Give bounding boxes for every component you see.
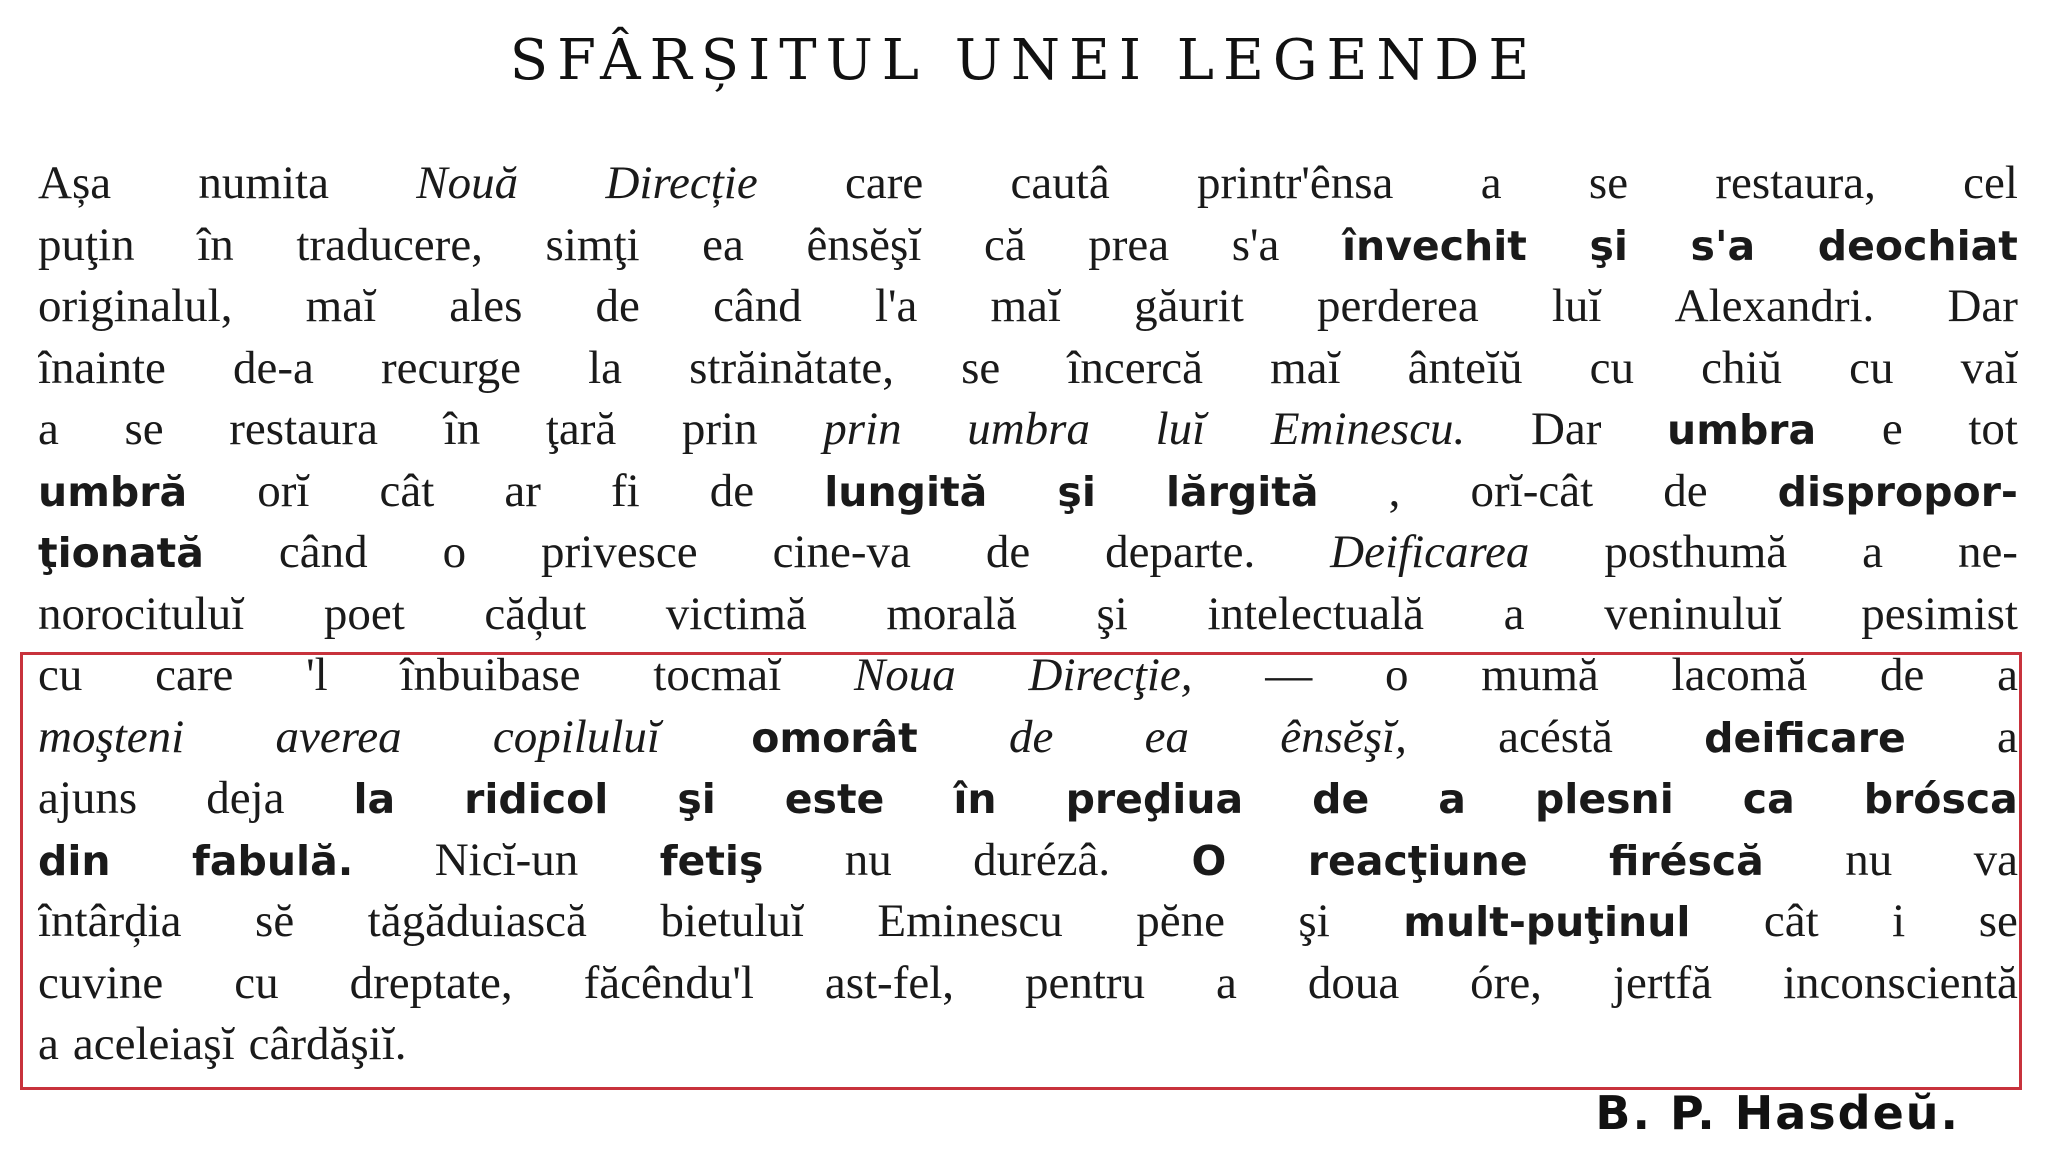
- word: şi: [1096, 588, 1128, 640]
- word: chiŭ: [1701, 342, 1782, 394]
- word: de: [1009, 711, 1054, 763]
- word: şi: [1589, 222, 1628, 270]
- word: brósca: [1863, 775, 2018, 823]
- word: nu: [1845, 834, 1893, 886]
- word: pĕne: [1136, 895, 1225, 947]
- word: acéstă: [1498, 711, 1613, 763]
- word: a: [1997, 711, 2018, 763]
- word: luĭ: [1155, 403, 1206, 455]
- word: de: [985, 526, 1031, 578]
- word: cu: [38, 649, 83, 701]
- word: în: [953, 775, 997, 823]
- article-title: SFÂRȘITUL UNEI LEGENDE: [509, 28, 1539, 93]
- word: printr'ênsa: [1197, 157, 1394, 209]
- word: la: [588, 342, 623, 394]
- word: Eminescu: [877, 895, 1063, 947]
- word: ,: [1388, 465, 1401, 517]
- word: în: [443, 403, 481, 455]
- word: doua: [1307, 957, 1400, 1009]
- highlight-frame: [20, 652, 2022, 1090]
- word: prea: [1088, 219, 1170, 271]
- word: posthumă: [1604, 526, 1788, 578]
- word: se: [124, 403, 164, 455]
- word: deja: [206, 772, 285, 824]
- word: făcêndu'l: [583, 957, 754, 1009]
- word: maĭ: [1270, 342, 1341, 394]
- word: —: [1265, 649, 1313, 701]
- word: şi: [677, 775, 716, 823]
- word: tocmaĭ: [653, 649, 782, 701]
- word: ênsĕşĭ: [806, 219, 922, 271]
- word: tot: [1968, 403, 2018, 455]
- word: de: [709, 465, 755, 517]
- word: străinătate,: [689, 342, 894, 394]
- word: omorât: [751, 714, 918, 762]
- word: dispropor-: [1777, 468, 2018, 516]
- word: restaura,: [1715, 157, 1876, 209]
- word: a: [1503, 588, 1525, 640]
- word: din: [38, 837, 111, 885]
- word: Deificarea: [1330, 526, 1530, 578]
- word: Nicĭ-un: [434, 834, 579, 886]
- word: fi: [610, 465, 640, 517]
- word: când: [713, 280, 802, 332]
- word: Nouă: [416, 157, 519, 209]
- word: durézâ.: [973, 834, 1111, 886]
- word: recurge: [380, 342, 522, 394]
- word: înbuibase: [400, 649, 581, 701]
- word: morală: [886, 588, 1017, 640]
- word: a: [1216, 957, 1237, 1009]
- word: cârdăşiĭ.: [248, 1018, 407, 1070]
- word: se: [1588, 157, 1629, 209]
- word: deochiat: [1817, 222, 2018, 270]
- word: cu: [1589, 342, 1634, 394]
- word: i: [1892, 895, 1906, 947]
- word: ea: [1144, 711, 1189, 763]
- word: fabulă.: [191, 837, 354, 885]
- word: orĭ: [257, 465, 310, 517]
- word: lărgită: [1165, 468, 1319, 516]
- word: ţionată: [38, 529, 204, 577]
- word: prin: [681, 403, 758, 455]
- word: de: [1879, 649, 1925, 701]
- word: a: [1438, 775, 1466, 823]
- word: prin: [823, 403, 902, 455]
- word: o: [442, 526, 467, 578]
- word: învechit: [1341, 222, 1527, 270]
- word: lacomă: [1671, 649, 1808, 701]
- word: a: [38, 1018, 59, 1070]
- word: cuvine: [38, 957, 164, 1009]
- word: o: [1385, 649, 1409, 701]
- word: maĭ: [305, 280, 377, 332]
- word: în: [197, 219, 234, 271]
- word: umbră: [38, 468, 188, 516]
- word: căḑut: [484, 588, 587, 640]
- word: firéscă: [1609, 837, 1764, 885]
- word: veninuluĭ: [1604, 588, 1782, 640]
- word: umbra: [967, 403, 1090, 455]
- word: umbra: [1667, 406, 1817, 454]
- word: ea: [702, 219, 744, 271]
- word: ast-fel,: [824, 957, 955, 1009]
- word: orĭ-cât: [1470, 465, 1594, 517]
- word: aceleiaşĭ: [72, 1018, 235, 1070]
- word: cu: [234, 957, 279, 1009]
- word: s'a: [1231, 219, 1280, 271]
- word: reacţiune: [1307, 837, 1528, 885]
- word: Eminescu.: [1270, 403, 1466, 455]
- word: ne-: [1957, 526, 2018, 578]
- word: bietuluĭ: [660, 895, 804, 947]
- word: l'a: [874, 280, 918, 332]
- word: se: [1978, 895, 2018, 947]
- text-line: [38, 152, 2018, 214]
- word: ênsĕşĭ,: [1280, 711, 1407, 763]
- word: cel: [1963, 157, 2018, 209]
- word: mumă: [1481, 649, 1599, 701]
- word: averea: [275, 711, 402, 763]
- text-line: [38, 583, 2018, 645]
- word: de: [1663, 465, 1708, 517]
- word: jertfă: [1612, 957, 1713, 1009]
- word: victimă: [665, 588, 807, 640]
- word: ridicol: [464, 775, 609, 823]
- word: pentru: [1024, 957, 1146, 1009]
- word: că: [983, 219, 1026, 271]
- word: dreptate,: [349, 957, 513, 1009]
- word: ales: [449, 280, 523, 332]
- word: şi: [1298, 895, 1330, 947]
- word: luĭ: [1551, 280, 1602, 332]
- text-line: [38, 214, 2018, 276]
- word: cât: [379, 465, 435, 517]
- word: se: [961, 342, 1001, 394]
- word: Direcţie,: [1028, 649, 1193, 701]
- word: 'l: [306, 649, 328, 701]
- word: privesce: [541, 526, 698, 578]
- text-line: [38, 275, 2018, 337]
- word: Noua: [853, 649, 956, 701]
- word: restaura: [229, 403, 379, 455]
- word: pesimist: [1861, 588, 2018, 640]
- text-line: [38, 398, 2018, 460]
- word: cautâ: [1010, 157, 1110, 209]
- word: întârḑia: [38, 895, 182, 947]
- text-line: [38, 460, 2018, 522]
- word: preḑiua: [1065, 775, 1244, 823]
- word: cine-va: [772, 526, 911, 578]
- word: găurit: [1134, 280, 1244, 332]
- word: plesni: [1534, 775, 1674, 823]
- text-line: [38, 337, 2018, 399]
- word: copiluluĭ: [492, 711, 660, 763]
- word: cât: [1763, 895, 1819, 947]
- word: de-a: [233, 342, 314, 394]
- word: deificare: [1704, 714, 1906, 762]
- word: nu: [844, 834, 892, 886]
- word: cu: [1849, 342, 1894, 394]
- word: Așa: [38, 157, 112, 209]
- word: când: [278, 526, 368, 578]
- word: maĭ: [990, 280, 1061, 332]
- word: inconscientă: [1782, 957, 2018, 1009]
- word: şi: [1057, 468, 1096, 516]
- word: care: [845, 157, 924, 209]
- word: simţi: [545, 219, 640, 271]
- word: a: [1862, 526, 1883, 578]
- word: a: [38, 403, 59, 455]
- word: încercă: [1067, 342, 1203, 394]
- word: óre,: [1470, 957, 1542, 1009]
- word: O: [1191, 837, 1227, 885]
- word: ajuns: [38, 772, 138, 824]
- word: s'a: [1690, 222, 1756, 270]
- word: tăgăduiască: [367, 895, 587, 947]
- word: perderea: [1316, 280, 1479, 332]
- word: traducere,: [296, 219, 483, 271]
- word: sĕ: [255, 895, 295, 947]
- word: de: [595, 280, 640, 332]
- word: Direcție: [605, 157, 758, 209]
- word: ţară: [545, 403, 617, 455]
- word: originalul,: [38, 280, 233, 332]
- word: ca: [1742, 775, 1795, 823]
- word: care: [155, 649, 234, 701]
- word: poet: [323, 588, 405, 640]
- word: a: [1480, 157, 1502, 209]
- word: puţin: [38, 219, 135, 271]
- word: norocituluĭ: [38, 588, 245, 640]
- word: Dar: [1530, 403, 1602, 455]
- word: Dar: [1947, 280, 2018, 332]
- word: înainte: [38, 342, 166, 394]
- text-line: [38, 521, 2018, 583]
- word: lungită: [824, 468, 988, 516]
- word: moşteni: [38, 711, 185, 763]
- word: fetiş: [659, 837, 764, 885]
- word: departe.: [1105, 526, 1256, 578]
- word: a: [1997, 649, 2018, 701]
- word: la: [353, 775, 396, 823]
- word: este: [784, 775, 885, 823]
- author-signature: B. P. Hasdeŭ.: [1595, 1086, 1960, 1140]
- word: vaĭ: [1960, 342, 2018, 394]
- word: intelectuală: [1207, 588, 1425, 640]
- word: numita: [198, 157, 329, 209]
- word: ar: [504, 465, 541, 517]
- word: va: [1973, 834, 2018, 886]
- word: e: [1881, 403, 1903, 455]
- word: ânteĭŭ: [1407, 342, 1523, 394]
- word: mult-puţinul: [1403, 898, 1691, 946]
- word: de: [1312, 775, 1370, 823]
- word: Alexandri.: [1674, 280, 1875, 332]
